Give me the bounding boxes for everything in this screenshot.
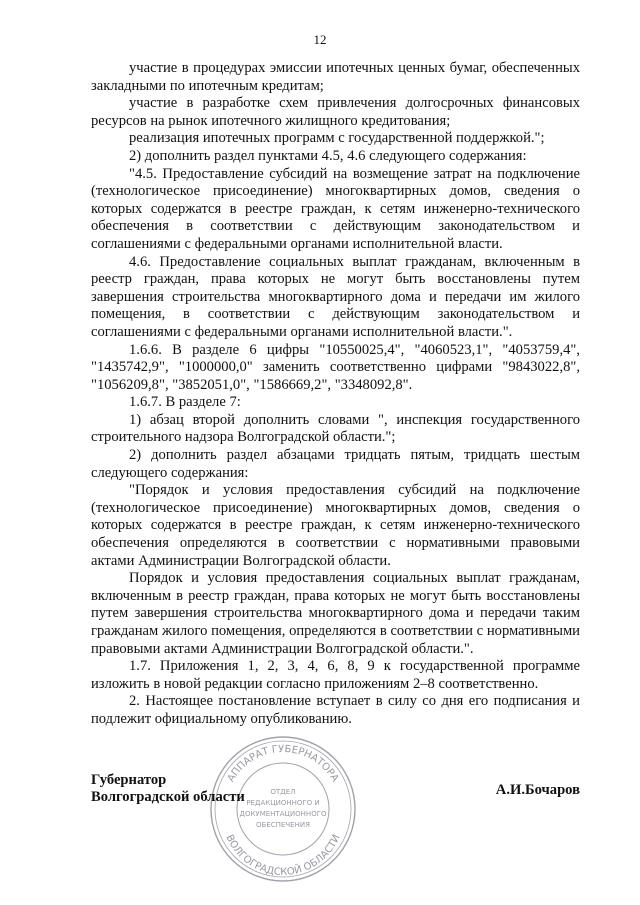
paragraph: 1.6.6. В разделе 6 цифры "10550025,4", "4060523,1", "4053759,4", "1435742,9", "1000000,0" заменить соответственно цифрами "9843022,8", "1056209,8", "3852051,0", "1586669,2", "3348092,8". [91, 341, 580, 393]
signatory-title-line2: Волгоградской области [91, 789, 245, 805]
paragraph: 1.7. Приложения 1, 2, 3, 4, 6, 8, 9 к государственной программе изложить в новой редакции согласно приложениям 2–8 соответственно. [91, 658, 580, 692]
seal-inner-line: РЕДАКЦИОННОГО И [246, 799, 320, 807]
paragraph: "Порядок и условия предоставления субсидий на подключение (технологическое присоединение) многоквартирных домов, сведения о которых содержатся в реестре граждан, к сетям инженерно-технического обеспечения определяются в соответствии с нормативными правовыми актами Администрации Волгоградской области. [91, 482, 580, 569]
signatory-name: А.И.Бочаров [495, 782, 580, 798]
paragraph: 2. Настоящее постановление вступает в силу со дня его подписания и подлежит официальному опубликованию. [91, 693, 580, 727]
paragraph: 2) дополнить раздел пунктами 4.5, 4.6 следующего содержания: [129, 147, 527, 164]
signature-block [91, 772, 580, 812]
paragraph: 2) дополнить раздел абзацами тридцать пятым, тридцать шестым следующего содержания: [91, 447, 580, 481]
paragraph: 1) абзац второй дополнить словами ", инспекция государственного строительного надзора Волгоградской области."; [91, 411, 580, 446]
svg-text:ВОЛГОГРАДСКОЙ ОБЛАСТИ [223, 833, 342, 878]
signatory-title [91, 772, 245, 806]
page-number: 12 [313, 32, 327, 47]
seal-inner-line: ОТДЕЛ [270, 788, 296, 796]
paragraph: "4.5. Предоставление субсидий на возмещение затрат на подключение (технологическое присоединение) многоквартирных домов, сведения о которых содержатся в реестре граждан, к сетям инженерно-технического обеспечения в соответствии с действующим законодательством и соглашениями с федеральными органами исполнительной власти. [91, 165, 580, 252]
signatory-title-line1: Губернатор [91, 772, 167, 788]
seal-inner-line: ДОКУМЕНТАЦИОННОГО [239, 810, 327, 818]
paragraph: Порядок и условия предоставления социальных выплат гражданам, включенным в реестр граждан, права которых не могут быть восстановлены путем завершения строительства многоквартирного дома и передачи таким гражданам жилого помещения, определяются в соответствии с нормативными правовыми актами Администрации Волгоградской области.". [91, 570, 580, 657]
seal-outer-top: АППАРАТ ГУБЕРНАТОРА [225, 743, 341, 784]
paragraph: 4.6. Предоставление социальных выплат гражданам, включенным в реестр граждан, права которых не могут быть восстановлены путем завершения строительства многоквартирного дома и передачи им жилого помещения, в соответствии с действующим законодательством и соглашениями с федеральными органами исполнительной власти.". [91, 253, 580, 340]
paragraph: реализация ипотечных программ с государственной поддержкой."; [129, 130, 545, 147]
paragraph: участие в процедурах эмиссии ипотечных ценных бумаг, обеспеченных закладными по ипотечным кредитам; [91, 60, 580, 94]
seal-outer-bottom: ВОЛГОГРАДСКОЙ ОБЛАСТИ [223, 833, 343, 879]
paragraph: участие в разработке схем привлечения долгосрочных финансовых ресурсов на рынок ипотечного жилищного кредитования; [91, 95, 580, 129]
seal-inner-line: ОБЕСПЕЧЕНИЯ [256, 821, 310, 829]
paragraph: 1.6.7. В разделе 7: [129, 394, 241, 411]
document-body [91, 60, 580, 729]
